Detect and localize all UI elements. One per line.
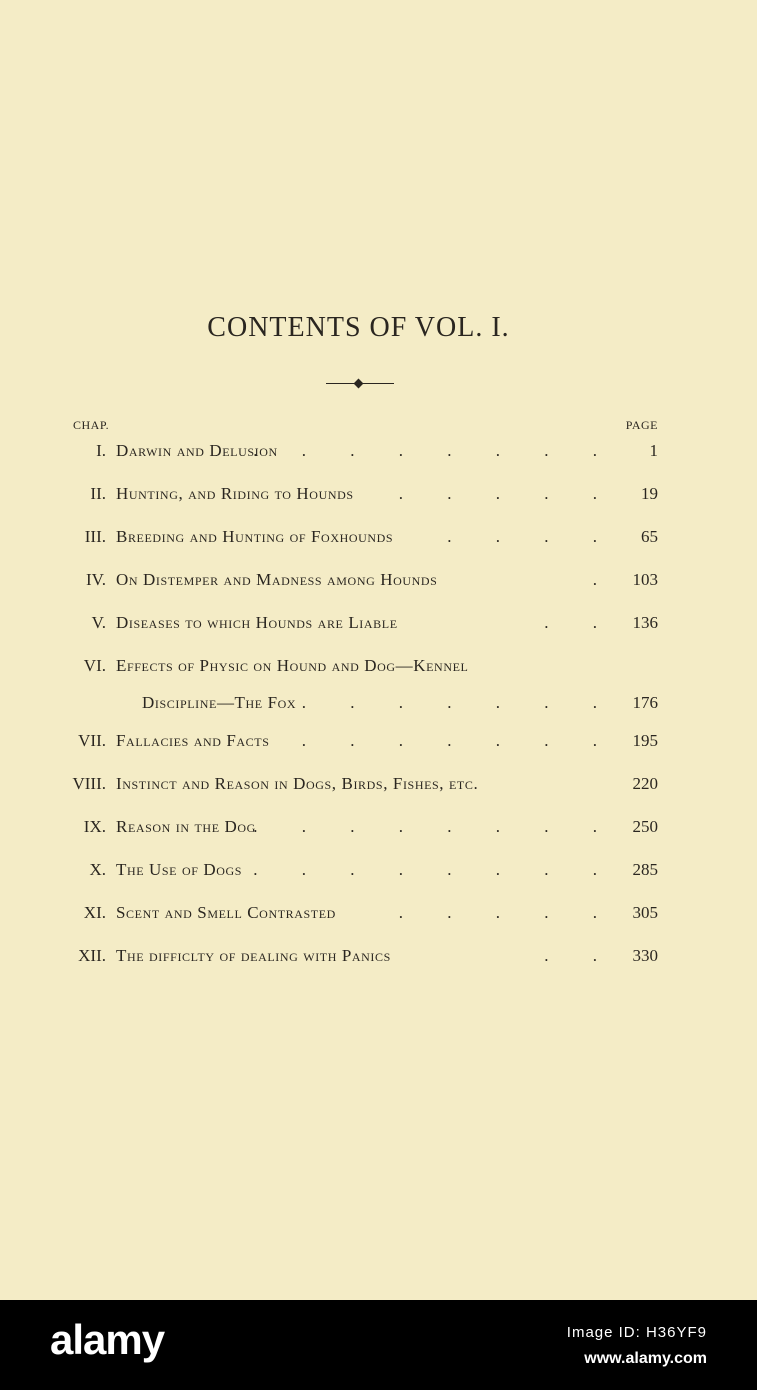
toc-entry: [0, 817, 757, 843]
page-number: 305: [632, 903, 658, 922]
toc-entry: [0, 613, 757, 639]
page-number: 330: [632, 946, 658, 965]
chapter-title: Fallacies and Facts: [116, 731, 270, 750]
page-number: 285: [632, 860, 658, 879]
toc-entry: [0, 946, 757, 972]
chap-header: CHAP.: [73, 418, 110, 432]
leader-dots: . . . . .: [398, 903, 617, 922]
toc-entry-continuation: [0, 693, 757, 719]
toc-entry: [0, 441, 757, 467]
chapter-title: Scent and Smell Contrasted: [116, 903, 336, 922]
chapter-number: VI.: [83, 656, 106, 675]
leader-dots: . .: [544, 946, 617, 965]
page-number: 65: [641, 527, 658, 546]
chapter-number: IX.: [83, 817, 106, 836]
leader-dots: . . . . . . . .: [253, 860, 617, 879]
page-number: 136: [632, 613, 658, 632]
page-number: 19: [641, 484, 658, 503]
chapter-title: The difficlty of dealing with Panics: [116, 946, 391, 965]
chapter-title: Breeding and Hunting of Foxhounds: [116, 527, 394, 546]
toc-entry: [0, 484, 757, 510]
toc-entry: [0, 774, 757, 800]
image-id-label: Image ID: H36YF9: [566, 1324, 707, 1341]
toc-entry: [0, 903, 757, 929]
chapter-number: XI.: [83, 903, 106, 922]
ornament-divider: [326, 383, 394, 384]
page-number: 1: [649, 441, 658, 460]
chapter-title: Reason in the Dog: [116, 817, 256, 836]
page-number: 250: [632, 817, 658, 836]
toc-entry: [0, 527, 757, 553]
site-url: www.alamy.com: [584, 1350, 707, 1367]
chapter-number: II.: [90, 484, 106, 503]
toc-entry: [0, 860, 757, 886]
chapter-title: Diseases to which Hounds are Liable: [116, 613, 398, 632]
chapter-title: On Distemper and Madness among Hounds: [116, 570, 438, 589]
stock-footer-bar: [0, 1300, 757, 1390]
chapter-title: Darwin and Delusion: [116, 441, 278, 460]
chapter-title: Hunting, and Riding to Hounds: [116, 484, 354, 503]
chapter-number: VII.: [78, 731, 106, 750]
chapter-number: VIII.: [72, 774, 106, 793]
leader-dots: . . . . . . .: [301, 693, 617, 712]
toc-entry: [0, 656, 757, 682]
chapter-title: Effects of Physic on Hound and Dog—Kennel: [116, 656, 469, 675]
chapter-number: IV.: [86, 570, 106, 589]
page-number: 220: [632, 774, 658, 793]
chapter-number: I.: [96, 441, 106, 460]
toc-entry: [0, 731, 757, 757]
page-number: 103: [632, 570, 658, 589]
leader-dots: . . . . . . . .: [253, 441, 617, 460]
page-header: PAGE: [625, 418, 658, 432]
leader-dots: . . . . . . . .: [253, 817, 617, 836]
leader-dots: .: [592, 570, 617, 589]
leader-dots: . .: [544, 613, 617, 632]
leader-dots: . . . . .: [398, 484, 617, 503]
chapter-number: III.: [84, 527, 106, 546]
chapter-number: XII.: [78, 946, 106, 965]
chapter-title-continuation: Discipline—The Fox: [142, 693, 297, 712]
toc-entry: [0, 570, 757, 596]
alamy-logo: alamy: [50, 1316, 165, 1363]
page-title: CONTENTS OF VOL. I.: [207, 312, 510, 343]
chapter-number: V.: [91, 613, 106, 632]
chapter-title: Instinct and Reason in Dogs, Birds, Fishes, etc.: [116, 774, 479, 793]
chapter-number: X.: [89, 860, 106, 879]
chapter-title: The Use of Dogs: [116, 860, 243, 879]
leader-dots: . . . . . . .: [301, 731, 617, 750]
page-number: 195: [632, 731, 658, 750]
leader-dots: . . . .: [447, 527, 617, 546]
page-number: 176: [632, 693, 658, 712]
